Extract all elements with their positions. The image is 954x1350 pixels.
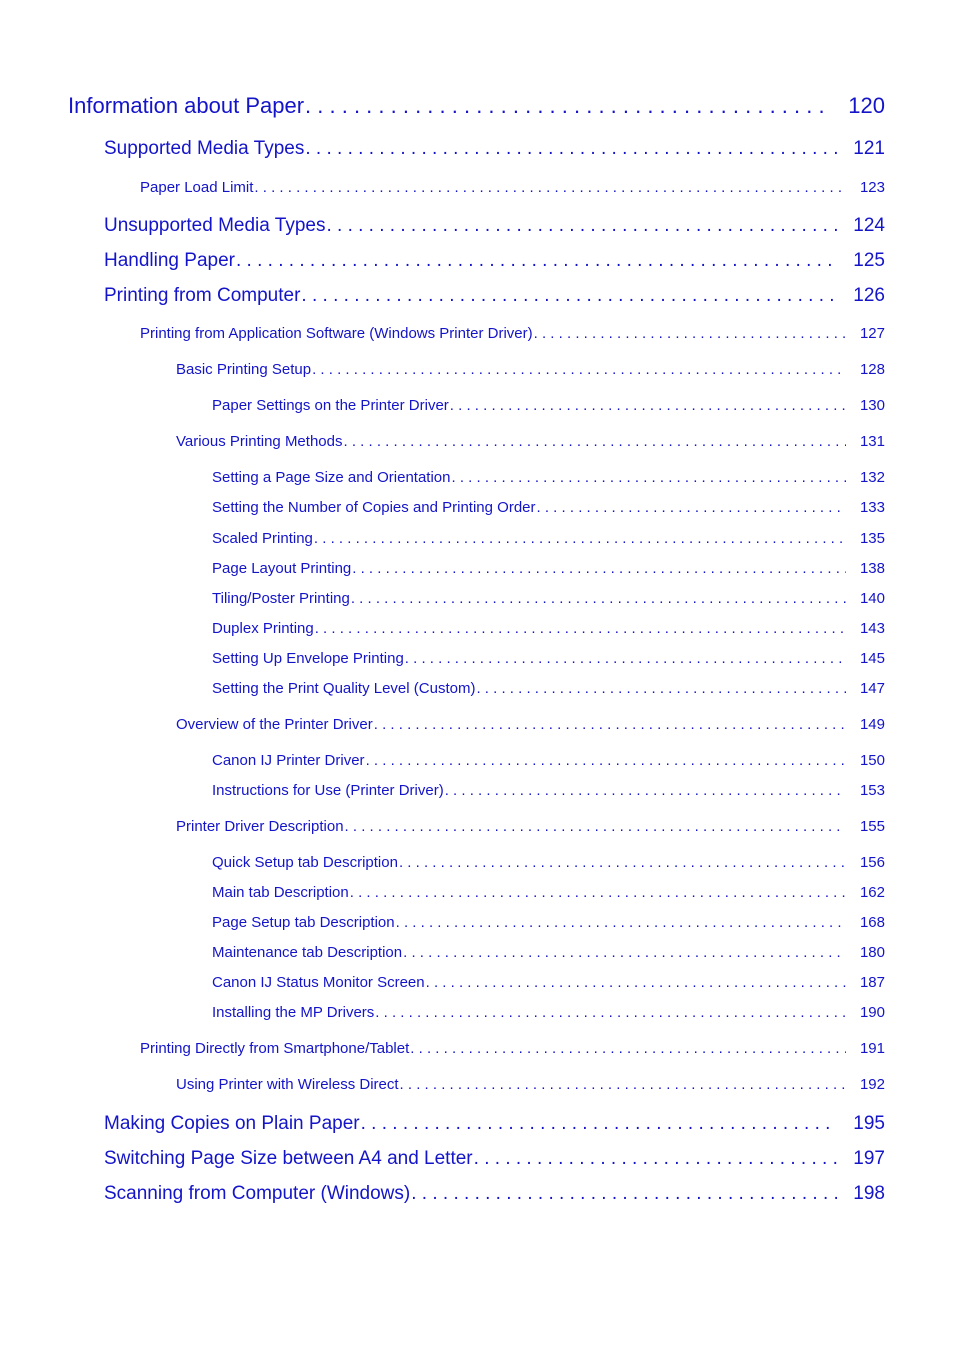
dot-leader <box>351 560 846 577</box>
toc-entry-page-number: 155 <box>859 818 885 835</box>
toc-entry-page-number: 133 <box>859 499 885 516</box>
dot-leader <box>402 944 846 961</box>
toc-entry-tiling-poster-printing[interactable] <box>212 590 885 607</box>
toc-entry-title: Printing from Computer <box>104 285 301 306</box>
toc-entry-title: Main tab Description <box>212 884 349 901</box>
dot-leader <box>325 215 837 237</box>
dot-leader <box>314 620 846 637</box>
toc-entry-page-number: 180 <box>859 944 885 961</box>
dot-leader <box>373 716 846 733</box>
toc-entry-title: Printer Driver Description <box>176 818 344 835</box>
toc-entry-switching-page-size[interactable] <box>104 1148 885 1170</box>
toc-entry-duplex-printing[interactable] <box>212 620 885 637</box>
dot-leader <box>533 325 846 342</box>
toc-entry-page-number: 130 <box>859 397 885 414</box>
toc-entry-title: Page Layout Printing <box>212 560 352 577</box>
toc-entry-page-number: 190 <box>859 1004 885 1021</box>
toc-entry-quick-setup-tab-description[interactable] <box>212 854 885 871</box>
dot-leader <box>300 285 837 307</box>
toc-entry-title: Overview of the Printer Driver <box>176 716 373 733</box>
toc-entry-title: Unsupported Media Types <box>104 215 326 236</box>
toc-entry-title: Making Copies on Plain Paper <box>104 1113 360 1134</box>
toc-entry-title: Duplex Printing <box>212 620 314 637</box>
toc-entry-handling-paper[interactable] <box>104 250 885 272</box>
toc-entry-page-number: 120 <box>848 93 885 118</box>
toc-entry-various-printing-methods[interactable] <box>176 433 885 450</box>
dot-leader <box>253 179 846 196</box>
toc-entry-title: Canon IJ Status Monitor Screen <box>212 974 425 991</box>
dot-leader <box>404 650 846 667</box>
dot-leader <box>444 782 846 799</box>
toc-entry-page-number: 128 <box>859 361 885 378</box>
toc-entry-printing-from-computer[interactable] <box>104 285 885 307</box>
toc-entry-paper-settings-on-printer-driver[interactable] <box>212 397 885 414</box>
dot-leader <box>344 818 846 835</box>
toc-entry-title: Setting a Page Size and Orientation <box>212 469 451 486</box>
dot-leader <box>410 1183 837 1205</box>
toc-entry-setting-page-size-orientation[interactable] <box>212 469 885 486</box>
toc-entry-page-setup-tab-description[interactable] <box>212 914 885 931</box>
toc-entry-title: Maintenance tab Description <box>212 944 403 961</box>
toc-entry-title: Scaled Printing <box>212 530 313 547</box>
toc-entry-page-number: 126 <box>853 285 885 306</box>
dot-leader <box>304 138 837 160</box>
toc-entry-title: Information about Paper <box>68 93 305 118</box>
toc-entry-unsupported-media-types[interactable] <box>104 215 885 237</box>
toc-entry-page-number: 124 <box>853 215 885 236</box>
toc-entry-setting-number-of-copies[interactable] <box>212 499 885 516</box>
toc-entry-page-number: 138 <box>859 560 885 577</box>
dot-leader <box>365 752 846 769</box>
toc-entry-page-number: 195 <box>853 1113 885 1134</box>
dot-leader <box>398 854 846 871</box>
toc-entry-page-number: 132 <box>859 469 885 486</box>
toc-entry-printing-from-application-software[interactable] <box>140 325 885 342</box>
toc-entry-making-copies-on-plain-paper[interactable] <box>104 1113 885 1135</box>
dot-leader <box>425 974 846 991</box>
toc-entry-page-number: 121 <box>853 138 885 159</box>
toc-entry-title: Paper Settings on the Printer Driver <box>212 397 449 414</box>
toc-entry-title: Page Setup tab Description <box>212 914 395 931</box>
dot-leader <box>536 499 846 516</box>
toc-entry-page-number: 153 <box>859 782 885 799</box>
dot-leader <box>409 1040 846 1057</box>
dot-leader <box>451 469 847 486</box>
dot-leader <box>350 590 846 607</box>
toc-entry-page-number: 187 <box>859 974 885 991</box>
toc-entry-title: Switching Page Size between A4 and Letter <box>104 1148 473 1169</box>
toc-entry-title: Paper Load Limit <box>140 179 254 196</box>
toc-entry-overview-of-printer-driver[interactable] <box>176 716 885 733</box>
toc-entry-using-printer-with-wireless-direct[interactable] <box>176 1076 885 1093</box>
toc-entry-maintenance-tab-description[interactable] <box>212 944 885 961</box>
toc-entry-page-number: 149 <box>859 716 885 733</box>
toc-entry-page-number: 125 <box>853 250 885 271</box>
toc-entry-page-number: 140 <box>859 590 885 607</box>
toc-entry-page-number: 197 <box>853 1148 885 1169</box>
dot-leader <box>475 680 846 697</box>
toc-entry-title: Setting the Print Quality Level (Custom) <box>212 680 476 697</box>
toc-entry-title: Quick Setup tab Description <box>212 854 398 871</box>
toc-entry-title: Basic Printing Setup <box>176 361 312 378</box>
toc-entry-main-tab-description[interactable] <box>212 884 885 901</box>
toc-entry-title: Instructions for Use (Printer Driver) <box>212 782 444 799</box>
dot-leader <box>374 1004 846 1021</box>
toc-entry-page-number: 192 <box>859 1076 885 1093</box>
toc-entry-setting-up-envelope-printing[interactable] <box>212 650 885 667</box>
toc-entry-basic-printing-setup[interactable] <box>176 361 885 378</box>
toc-entry-title: Various Printing Methods <box>176 433 343 450</box>
toc-entry-page-number: 135 <box>859 530 885 547</box>
toc-entry-title: Printing Directly from Smartphone/Tablet <box>140 1040 410 1057</box>
toc-entry-title: Scanning from Computer (Windows) <box>104 1183 411 1204</box>
toc-entry-page-number: 145 <box>859 650 885 667</box>
toc-entry-printing-directly-from-smartphone[interactable] <box>140 1040 885 1057</box>
toc-entry-title: Tiling/Poster Printing <box>212 590 350 607</box>
toc-entry-title: Supported Media Types <box>104 138 305 159</box>
toc-entry-page-number: 162 <box>859 884 885 901</box>
toc-entry-setting-print-quality-level[interactable] <box>212 680 885 697</box>
toc-entry-page-number: 168 <box>859 914 885 931</box>
toc-entry-supported-media-types[interactable] <box>104 138 885 160</box>
dot-leader <box>311 361 846 378</box>
toc-entry-installing-mp-drivers[interactable] <box>212 1004 885 1021</box>
toc-entry-instructions-for-use[interactable] <box>212 782 885 799</box>
dot-leader <box>449 397 846 414</box>
dot-leader <box>360 1113 837 1135</box>
toc-entry-printer-driver-description[interactable] <box>176 818 885 835</box>
toc-entry-page-layout-printing[interactable] <box>212 560 885 577</box>
toc-entry-canon-ij-status-monitor-screen[interactable] <box>212 974 885 991</box>
dot-leader <box>349 884 846 901</box>
toc-entry-information-about-paper[interactable] <box>68 93 885 119</box>
toc-entry-title: Printing from Application Software (Windows Printer Driver) <box>140 325 533 342</box>
toc-entry-scanning-from-computer[interactable] <box>104 1183 885 1205</box>
toc-entry-title: Handling Paper <box>104 250 235 271</box>
dot-leader <box>399 1076 846 1093</box>
toc-entry-title: Setting Up Envelope Printing <box>212 650 404 667</box>
toc-entry-page-number: 156 <box>859 854 885 871</box>
toc-entry-page-number: 127 <box>859 325 885 342</box>
toc-entry-page-number: 150 <box>859 752 885 769</box>
dot-leader <box>235 250 837 272</box>
toc-entry-paper-load-limit[interactable] <box>140 179 885 196</box>
toc-entry-page-number: 123 <box>859 179 885 196</box>
toc-entry-title: Using Printer with Wireless Direct <box>176 1076 399 1093</box>
dot-leader <box>304 93 825 119</box>
toc-entry-page-number: 191 <box>859 1040 885 1057</box>
dot-leader <box>313 530 846 547</box>
toc-entry-page-number: 131 <box>859 433 885 450</box>
dot-leader <box>473 1148 837 1170</box>
toc-entry-title: Canon IJ Printer Driver <box>212 752 365 769</box>
dot-leader <box>395 914 846 931</box>
toc-entry-scaled-printing[interactable] <box>212 530 885 547</box>
toc-entry-page-number: 147 <box>859 680 885 697</box>
toc-entry-canon-ij-printer-driver[interactable] <box>212 752 885 769</box>
toc-entry-title: Installing the MP Drivers <box>212 1004 375 1021</box>
toc-entry-page-number: 198 <box>853 1183 885 1204</box>
dot-leader <box>342 433 846 450</box>
toc-entry-title: Setting the Number of Copies and Printing Order <box>212 499 536 516</box>
toc-entry-page-number: 143 <box>859 620 885 637</box>
